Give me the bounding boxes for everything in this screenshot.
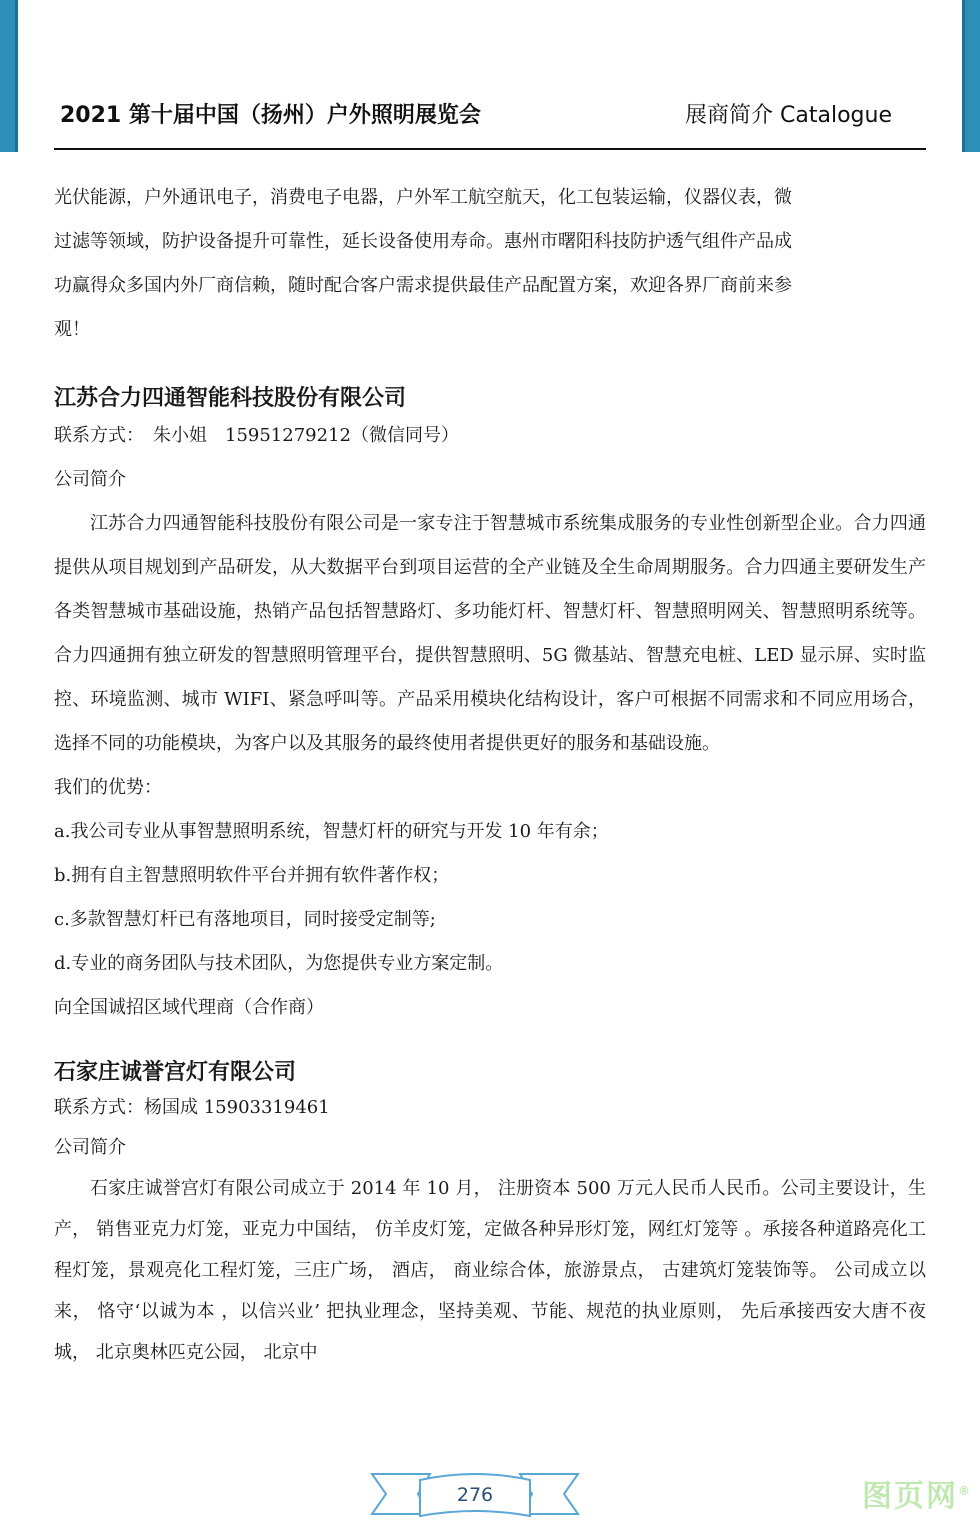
advantage-item: d.专业的商务团队与技术团队，为您提供专业方案定制。 [54,953,504,974]
header-rule [54,148,926,150]
intro-line: 观！ [54,319,90,340]
intro-label: 公司简介 [54,1137,126,1158]
page-header [54,98,926,136]
page-number: 276 [456,1484,494,1506]
company-section-1 [54,384,926,1030]
company-intro: 石家庄诚誉宫灯有限公司成立于 2014 年 10 月， 注册资本 500 万元人民币人民币。公司主要设计，生产， 销售亚克力灯笼，亚克力中国结， 仿羊皮灯笼，定做各种异形灯笼，网红灯笼等 。承接各种道路亮化工程灯笼，景观亮化工程灯笼，三庄广场， 酒店， 商业综合体，旅游景点， 古建筑灯笼装饰等。 公司成立以来， 恪守‘以诚为本 ，以信兴业’ 把执业理念，坚持美观、节能、规范的执业原则， 先后承接西安大唐不夜城， 北京奥林匹克公园， 北京中 [54,1178,926,1363]
contact-line: 联系方式： 朱小姐 15951279212（微信同号） [54,425,459,446]
intro-line: 功赢得众多国内外厂商信赖，随时配合客户需求提供最佳产品配置方案，欢迎各界厂商前来参 [54,275,792,296]
header-title: 2021 第十届中国（扬州）户外照明展览会 [60,103,481,128]
company-name: 江苏合力四通智能科技股份有限公司 [54,386,407,411]
right-edge-tab [962,0,980,152]
advantage-item: a.我公司专业从事智慧照明系统，智慧灯杆的研究与开发 10 年有余； [54,821,609,842]
advantages-label: 我们的优势： [54,777,162,798]
page-content [54,176,926,1373]
intro-line: 光伏能源，户外通讯电子，消费电子电器，户外军工航空航天，化工包装运输，仪器仪表，微 [54,187,792,208]
company-name: 石家庄诚誉宫灯有限公司 [54,1060,297,1085]
advantage-item: c.多款智慧灯杆已有落地项目，同时接受定制等; [54,909,436,930]
company-intro: 江苏合力四通智能科技股份有限公司是一家专注于智慧城市系统集成服务的专业性创新型企业。合力四通提供从项目规划到产品研发，从大数据平台到项目运营的全产业链及全生命周期服务。合力四通主要研发生产各类智慧城市基础设施，热销产品包括智慧路灯、多功能灯杆、智慧灯杆、智慧照明网关、智慧照明系统等。合力四通拥有独立研发的智慧照明管理平台，提供智慧照明、5G 微基站、智慧充电桩、LED 显示屏、实时监控、环境监测、城市 WIFI、紧急呼叫等。产品采用模块化结构设计，客户可根据不同需求和不同应用场合，选择不同的功能模块，为客户以及其服务的最终使用者提供更好的服务和基础设施。 [54,513,926,754]
advantage-item: b.拥有自主智慧照明软件平台并拥有软件著作权； [54,865,450,886]
intro-label: 公司简介 [54,469,126,490]
intro-line: 过滤等领域，防护设备提升可靠性，延长设备使用寿命。惠州市曙阳科技防护透气组件产品成 [54,231,792,252]
left-edge-tab [0,0,18,152]
company-section-2 [54,1058,926,1373]
watermark-logo: 图页网® [862,1479,972,1514]
contact-line: 联系方式：杨国成 15903319461 [54,1097,330,1118]
header-section: 展商简介 Catalogue [685,103,892,128]
recruit-line: 向全国诚招区域代理商（合作商） [54,997,324,1018]
page-footer [370,1466,580,1522]
